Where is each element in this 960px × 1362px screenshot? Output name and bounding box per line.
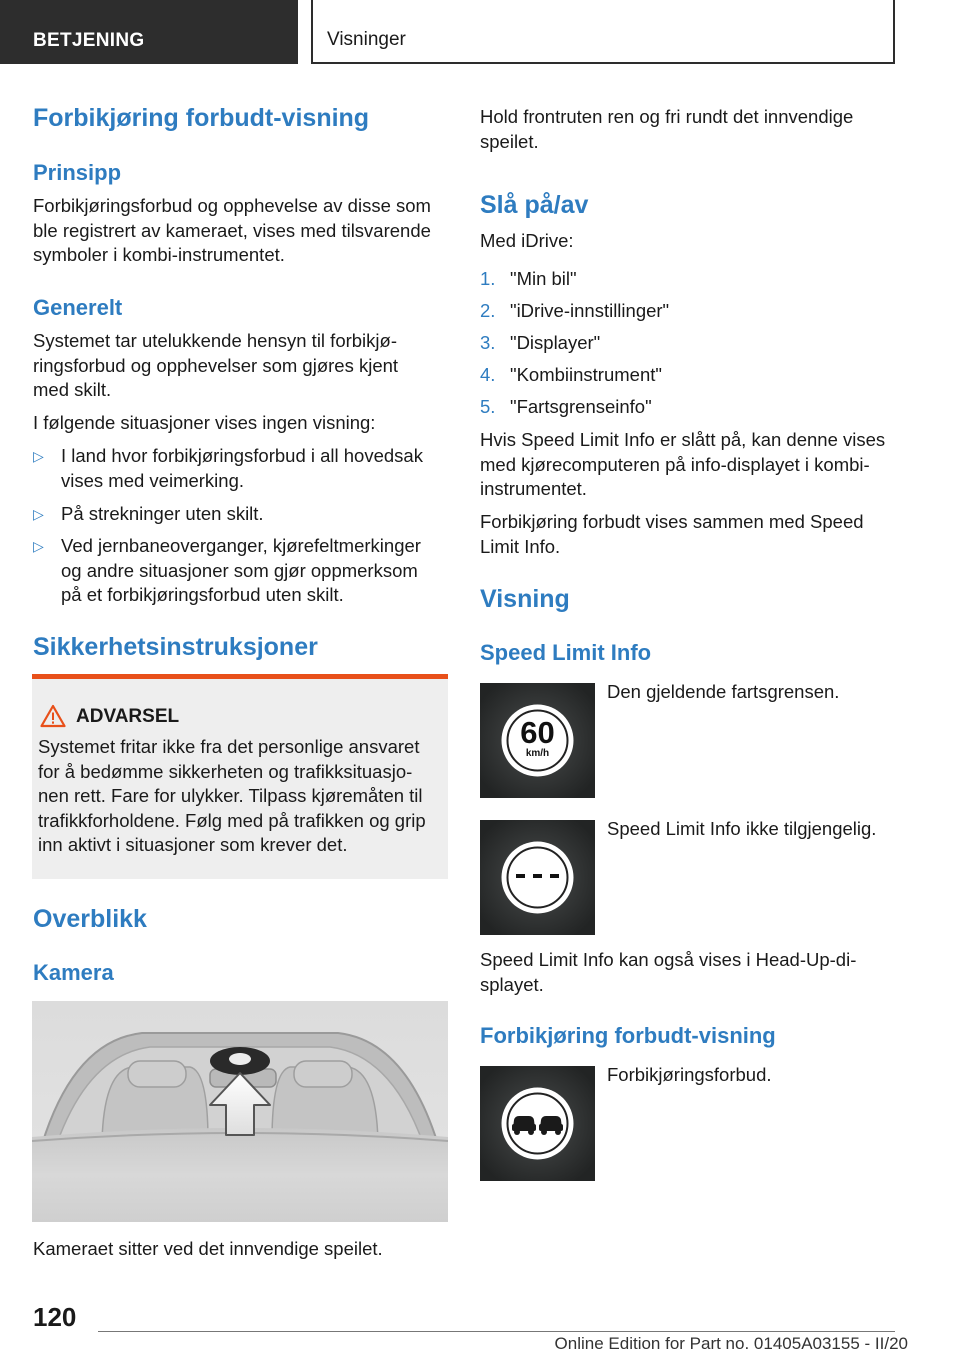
warning-title: ADVARSEL	[76, 706, 180, 727]
intro-text: Hold frontruten ren og fri rundt det innvendige speilet.	[480, 106, 854, 152]
onoff-lead: Med iDrive:	[480, 230, 574, 251]
generelt-line: med skilt.	[33, 379, 112, 400]
generelt-line: Systemet tar utelukkende hensyn til forbikjø-	[33, 330, 397, 351]
onoff-heading: Slå på/av	[480, 191, 589, 219]
triangle-bullet-icon: ▷	[33, 448, 44, 464]
speed-limit-desc: Den gjeldende fartsgrensen.	[607, 681, 840, 702]
overview-heading: Overblikk	[33, 905, 147, 933]
generelt-intro: I følgende situasjoner vises ingen visning:	[33, 412, 376, 433]
camera-caption: Kameraet sitter ved det innvendige speilet.	[33, 1238, 383, 1259]
speed-limit-info-heading: Speed Limit Info	[480, 640, 652, 665]
speed-limit-value: 60	[520, 715, 555, 750]
no-passing-heading: Forbikjøring forbudt-visning	[480, 1023, 776, 1048]
page-title: Forbikjøring forbudt-visning	[33, 104, 370, 132]
warning-text: Systemet fritar ikke fra det personlige ansvaret for å bedømme sikkerheten og trafikksituasjo- nen rett. Fare for ulykker. Tilpass kjøremåten til trafikkforholdene. Følg med på trafikken og grip inn aktivt i situasjoner som krever det.	[38, 736, 426, 855]
footer-divider	[98, 1331, 895, 1332]
speed-limit-unavailable-display	[480, 820, 595, 935]
onoff-note: Hvis Speed Limit Info er slått på, kan denne vises med kjørecomputeren på info-displayet i kombi- instrumentet.	[480, 429, 886, 499]
list-item: ▷ Ved jernbaneoverganger, kjørefeltmerkinger og andre situasjoner som gjør oppmerksom på et forbikjøringsforbud uten skilt.	[33, 535, 421, 605]
no-passing-desc: Forbikjøringsforbud.	[607, 1064, 772, 1085]
head-up-note: Speed Limit Info kan også vises i Head-Up-di- splayet.	[480, 949, 857, 995]
list-item: ▷ På strekninger uten skilt.	[33, 502, 438, 527]
safety-heading: Sikkerhetsinstruksjoner	[33, 633, 318, 661]
speed-limit-unavailable-icon	[480, 820, 595, 935]
speed-limit-unit: km/h	[525, 748, 550, 759]
camera-heading: Kamera	[33, 960, 114, 985]
generelt-text	[33, 329, 453, 403]
prinsipp-text	[33, 194, 453, 268]
list-item: ▷ I land hvor forbikjøringsforbud i all hovedsak vises med veimerking.	[33, 445, 423, 491]
warning-box	[32, 674, 448, 879]
prinsipp-line: symboler i kombi-instrumentet.	[33, 244, 285, 265]
prinsipp-heading: Prinsipp	[33, 160, 122, 185]
speed-limit-display	[480, 683, 595, 798]
onoff-note-2: Forbikjøring forbudt vises sammen med Speed Limit Info.	[480, 511, 864, 557]
page-number: 120	[33, 1302, 77, 1332]
header-section-label: BETJENING	[0, 0, 298, 64]
prinsipp-line: ble registrert av kameraet, vises med tilsvarende	[33, 219, 431, 241]
generelt-line: ringsforbud og opphevelser som gjøres kjent	[33, 354, 399, 376]
triangle-bullet-icon: ▷	[33, 538, 44, 554]
header-chapter-label: Visninger	[311, 0, 895, 64]
prinsipp-line: Forbikjøringsforbud og opphevelse av disse som	[33, 195, 431, 216]
speed-limit-unavailable-desc: Speed Limit Info ikke tilgjengelig.	[607, 818, 877, 839]
no-passing-display	[480, 1066, 595, 1181]
visning-heading: Visning	[480, 585, 570, 613]
generelt-heading: Generelt	[33, 295, 123, 320]
camera-location-illustration	[32, 1001, 448, 1222]
no-passing-sign-icon	[480, 1066, 595, 1181]
warning-icon	[40, 704, 66, 728]
triangle-bullet-icon: ▷	[33, 506, 44, 522]
footer-edition: Online Edition for Part no. 01405A03155 - II/20	[554, 1334, 908, 1353]
